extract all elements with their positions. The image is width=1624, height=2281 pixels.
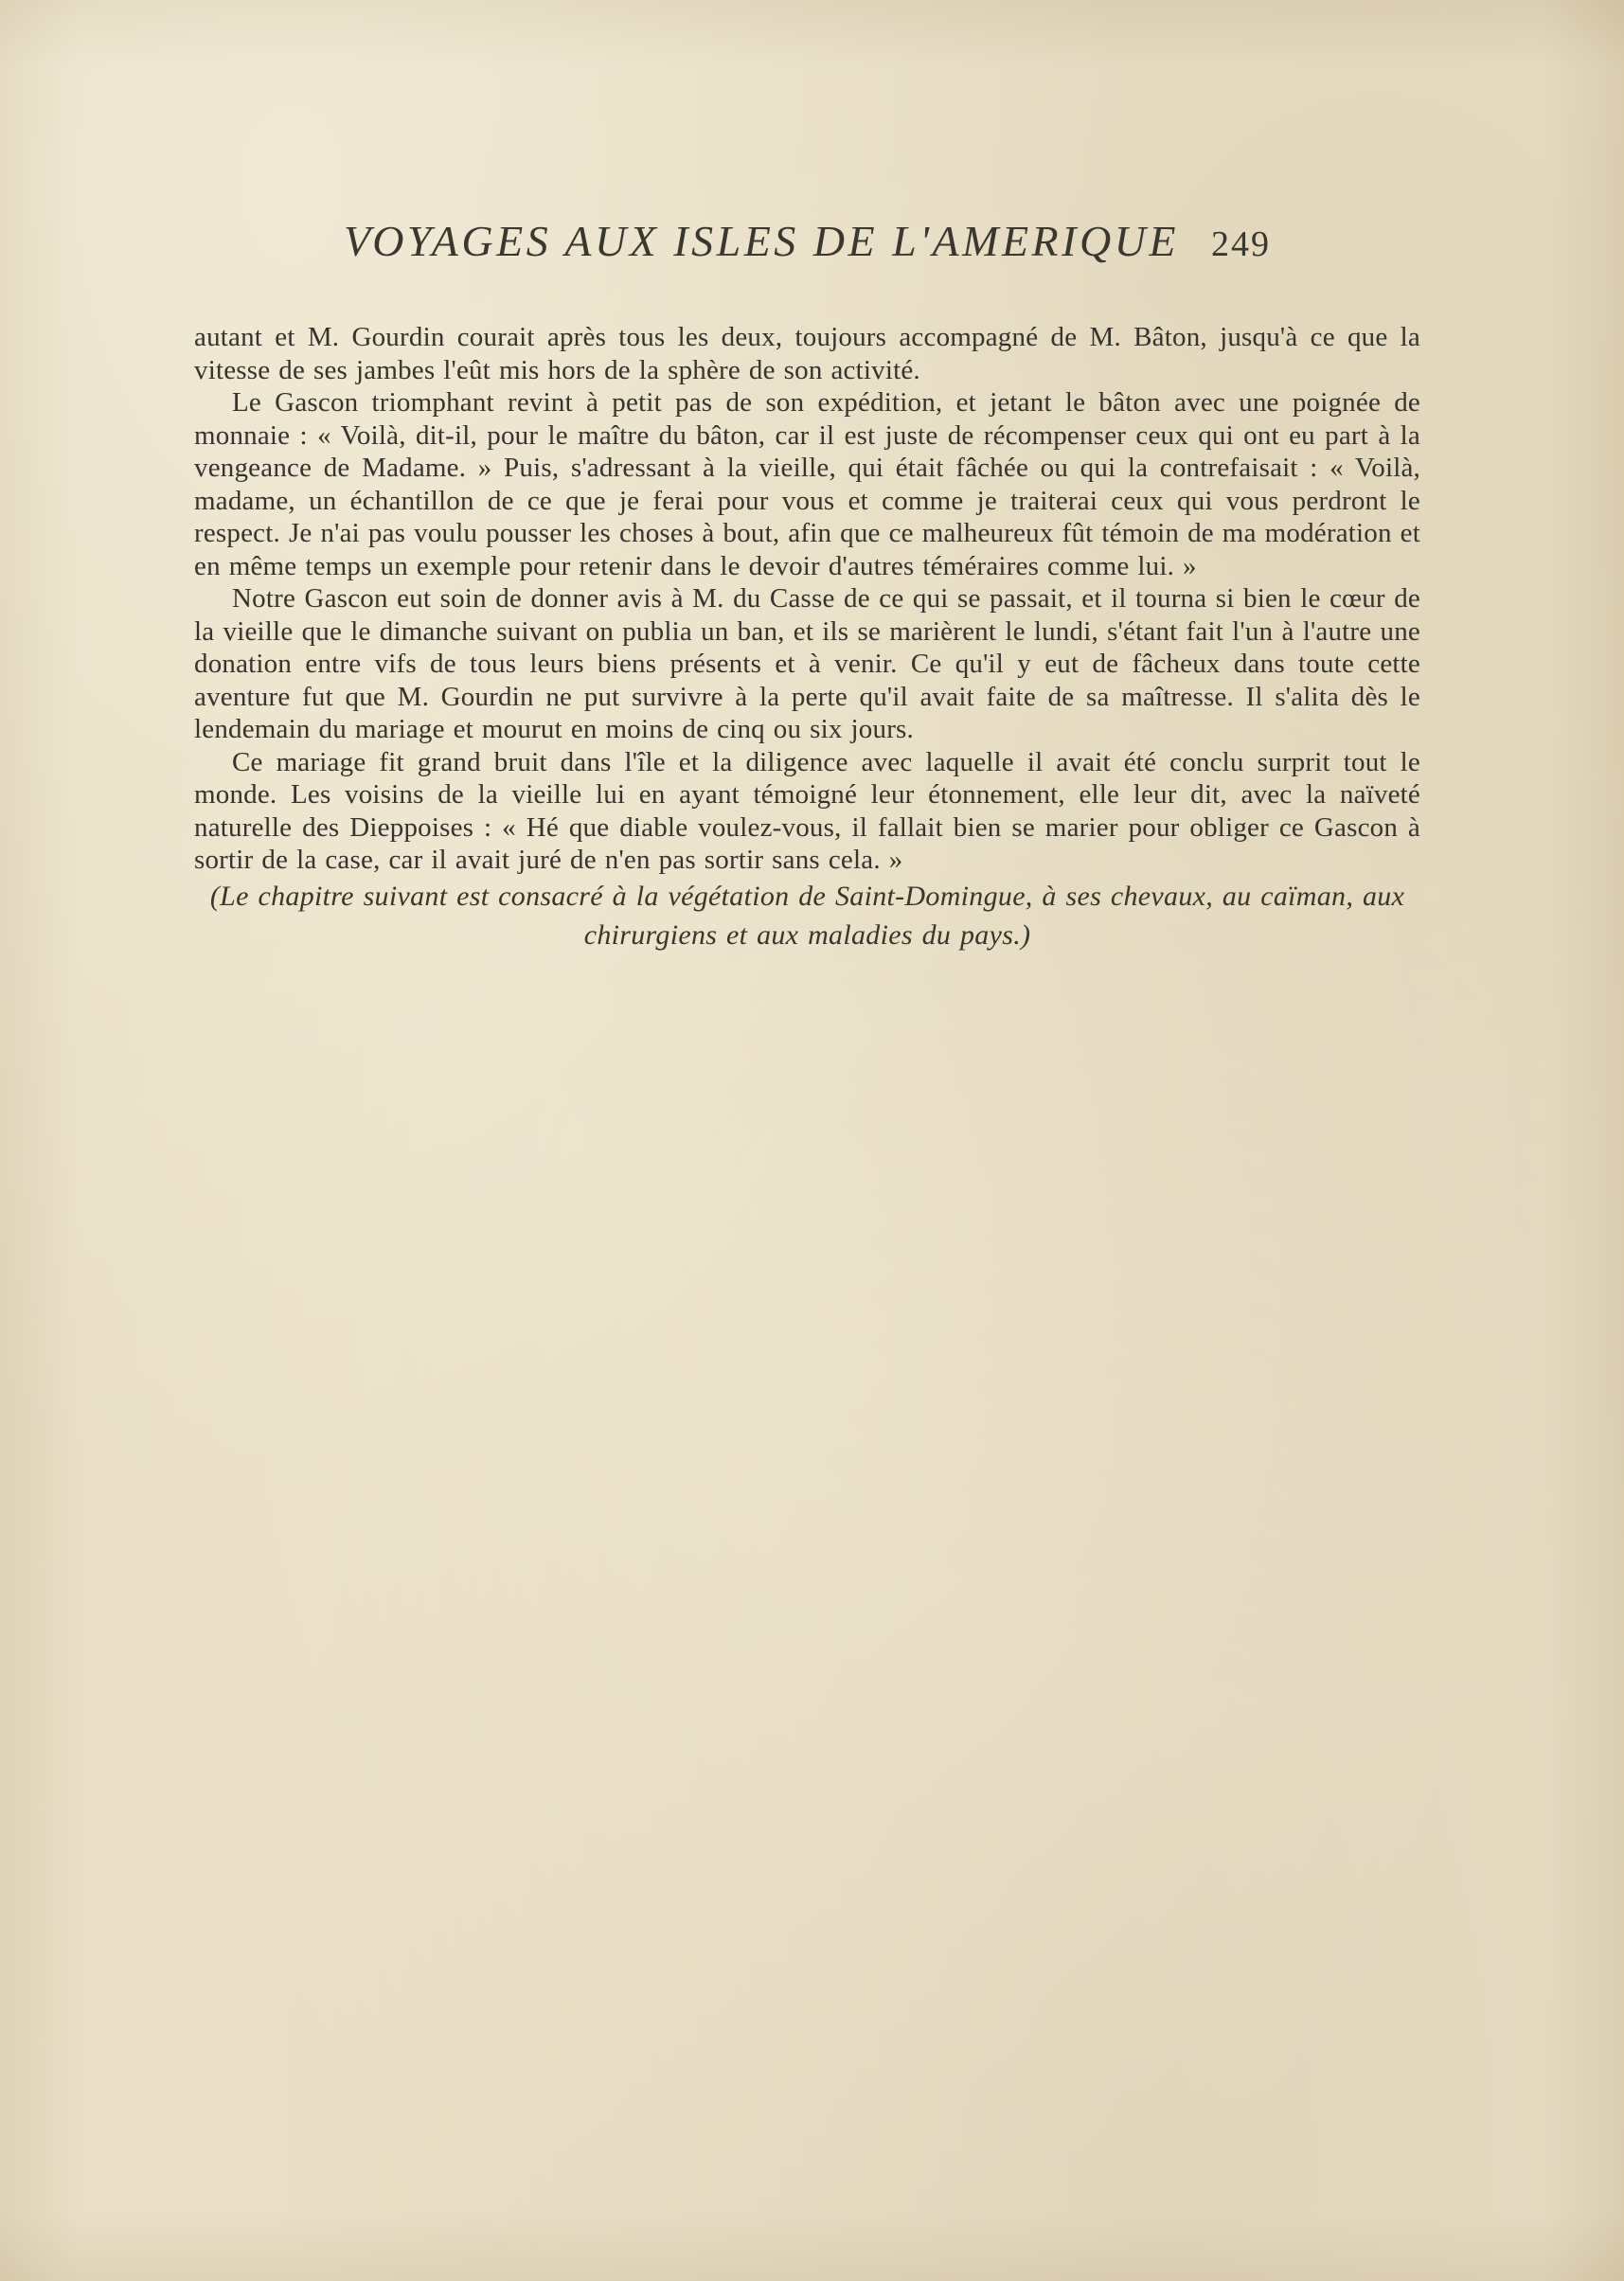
paragraph-2: Le Gascon triomphant revint à petit pas de son expédition, et jetant le bâton avec une poignée de monnaie : « Voilà, dit-il, pour le maître du bâton, car il est juste de récompenser ceux qui ont eu part à la vengeance de Madame. » Puis, s'adressant à la vieille, qui était fâchée ou qui la contrefaisait : « Voilà, madame, un échantillon de ce que je ferai pour vous et comme je traiterai ceux qui vous perdront le respect. Je n'ai pas voulu pousser les choses à bout, afin que ce malheureux fût témoin de ma modération et en même temps un exemple pour retenir dans le devoir d'autres téméraires comme lui. » xyxy=(194,387,1420,581)
chapter-note: (Le chapitre suivant est consacré à la végétation de Saint-Domingue, à ses chevaux, au caïman, aux chirurgiens et aux maladies du pays.) xyxy=(209,880,1405,951)
paragraph-4: Ce mariage fit grand bruit dans l'île et la diligence avec laquelle il avait été conclu surprit tout le monde. Les voisins de la vieille lui en ayant témoigné leur étonnement, elle leur dit, avec la naïveté naturelle des Dieppoises : « Hé que diable voulez-vous, il fallait bien se marier pour obliger ce Gascon à sortir de la case, car il avait juré de n'en pas sortir sans cela. » xyxy=(194,746,1420,875)
page-header xyxy=(194,216,1420,266)
paragraph-3: Notre Gascon eut soin de donner avis à M. du Casse de ce qui se passait, et il tourna si bien le cœur de la vieille que le dimanche suivant on publia un ban, et ils se marièrent le lundi, s'étant fait l'un à l'autre une donation entre vifs de tous leurs biens présents et à venir. Ce qu'il y eut de fâcheux dans toute cette aventure fut que M. Gourdin ne put survivre à la perte qu'il avait faite de sa maîtresse. Il s'alita dès le lendemain du mariage et mourut en moins de cinq ou six jours. xyxy=(194,583,1420,744)
running-title: VOYAGES AUX ISLES DE L'AMERIQUE xyxy=(343,217,1180,265)
paragraph-1: autant et M. Gourdin courait après tous les deux, toujours accompagné de M. Bâton, jusqu'à ce que la vitesse de ses jambes l'eût mis hors de la sphère de son activité. xyxy=(194,322,1420,385)
page-number: 249 xyxy=(1211,224,1272,264)
body-text xyxy=(194,321,1420,954)
